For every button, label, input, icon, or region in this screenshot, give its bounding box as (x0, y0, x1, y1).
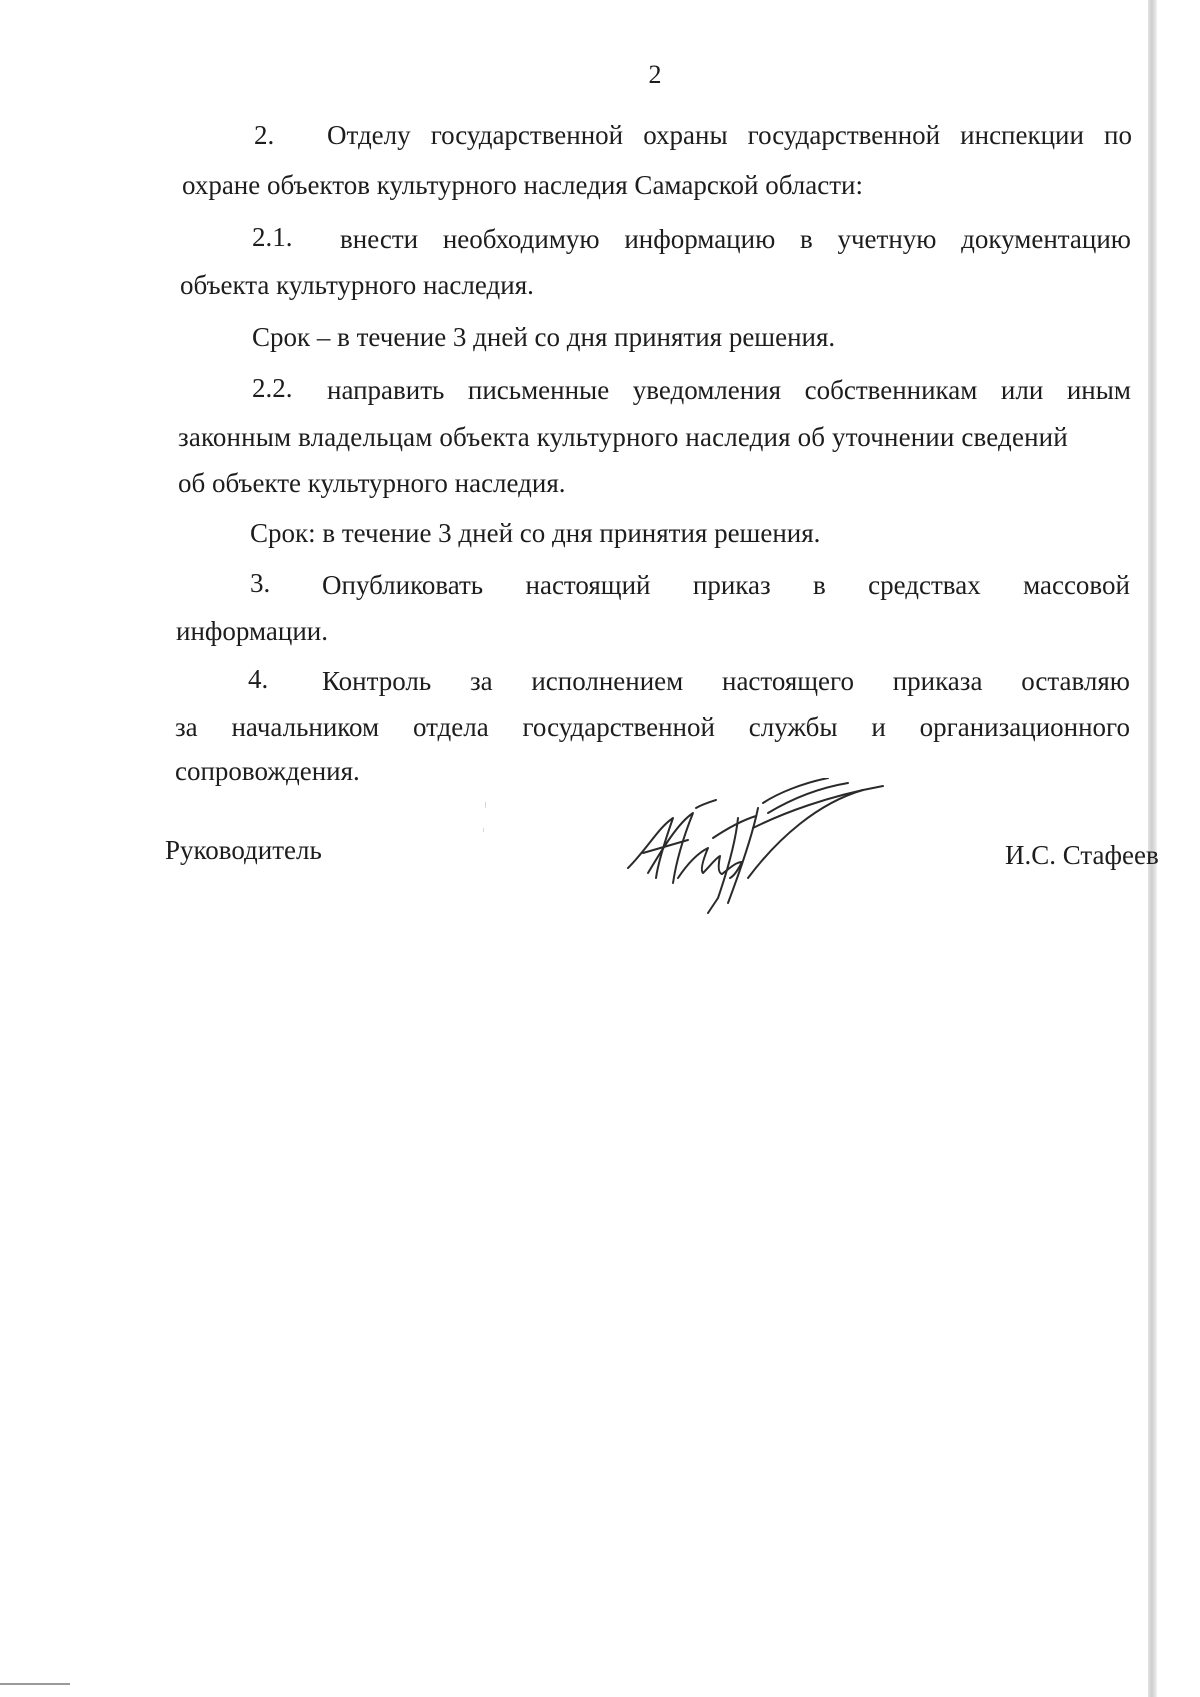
word: охраны (643, 120, 728, 150)
word: в (799, 224, 813, 254)
word: учетную (837, 224, 937, 254)
word: Контроль (322, 666, 432, 696)
word: инспекции (960, 120, 1084, 150)
word: по (1104, 120, 1132, 150)
item-2-1-line-2: объекта культурного наследия. (180, 270, 534, 300)
word: настоящий (525, 570, 651, 600)
word: приказа (892, 666, 983, 696)
word: информацию (624, 224, 776, 254)
item-4-line-2 (175, 712, 1130, 742)
word: начальником (231, 712, 380, 742)
word: в (813, 570, 826, 600)
word: приказ (692, 570, 771, 600)
item-2-1-line-1 (340, 224, 1131, 254)
word: средствах (868, 570, 981, 600)
word: за (469, 666, 493, 696)
word: за (175, 712, 198, 742)
word: и (871, 712, 886, 742)
word: массовой (1023, 570, 1130, 600)
deadline-1: Срок – в течение 3 дней со дня принятия решения. (252, 322, 836, 352)
item-4-line-3: сопровождения. (175, 756, 360, 786)
signatory-position: Руководитель (165, 835, 322, 865)
item-2-number: 2. (254, 120, 275, 150)
word: отдела (412, 712, 489, 742)
item-2-line-1 (327, 120, 1132, 150)
word: государственной (430, 120, 624, 150)
word: оставляю (1021, 666, 1130, 696)
item-2-2-line-2: законным владельцам объекта культурного наследия об уточнении сведений (178, 422, 1068, 452)
word: организационного (919, 712, 1130, 742)
word: или (1000, 375, 1044, 405)
word: государственной (747, 120, 941, 150)
item-2-2-line-1 (327, 375, 1131, 405)
item-4-line-1 (322, 666, 1130, 696)
scan-speck (485, 802, 486, 808)
scan-edge-line (0, 1683, 70, 1685)
word: государственной (522, 712, 715, 742)
deadline-2: Срок: в течение 3 дней со дня принятия решения. (250, 518, 821, 548)
scan-speck (483, 828, 484, 832)
signatory-name: И.С. Стафеев (1005, 840, 1159, 870)
word: собственникам (804, 375, 978, 405)
item-3-number: 3. (250, 568, 271, 598)
page-number: 2 (648, 60, 662, 89)
item-2-2-number: 2.2. (252, 373, 293, 403)
word: письменные (467, 375, 610, 405)
item-4-number: 4. (248, 664, 269, 694)
word: исполнением (531, 666, 684, 696)
item-3-line-1 (322, 570, 1130, 600)
word: необходимую (442, 224, 600, 254)
word: уведомления (632, 375, 782, 405)
word: Опубликовать (322, 570, 484, 600)
word: службы (748, 712, 838, 742)
word: направить (327, 375, 445, 405)
word: внести (340, 224, 419, 254)
handwritten-signature (618, 778, 888, 918)
item-2-1-number: 2.1. (252, 222, 293, 252)
item-3-line-2: информации. (176, 616, 328, 646)
item-2-line-2: охране объектов культурного наследия Самарской области: (182, 170, 863, 200)
word: иным (1066, 375, 1131, 405)
word: настоящего (722, 666, 854, 696)
word: Отделу (327, 120, 411, 150)
item-2-2-line-3: об объекте культурного наследия. (178, 468, 566, 498)
word: документацию (961, 224, 1131, 254)
